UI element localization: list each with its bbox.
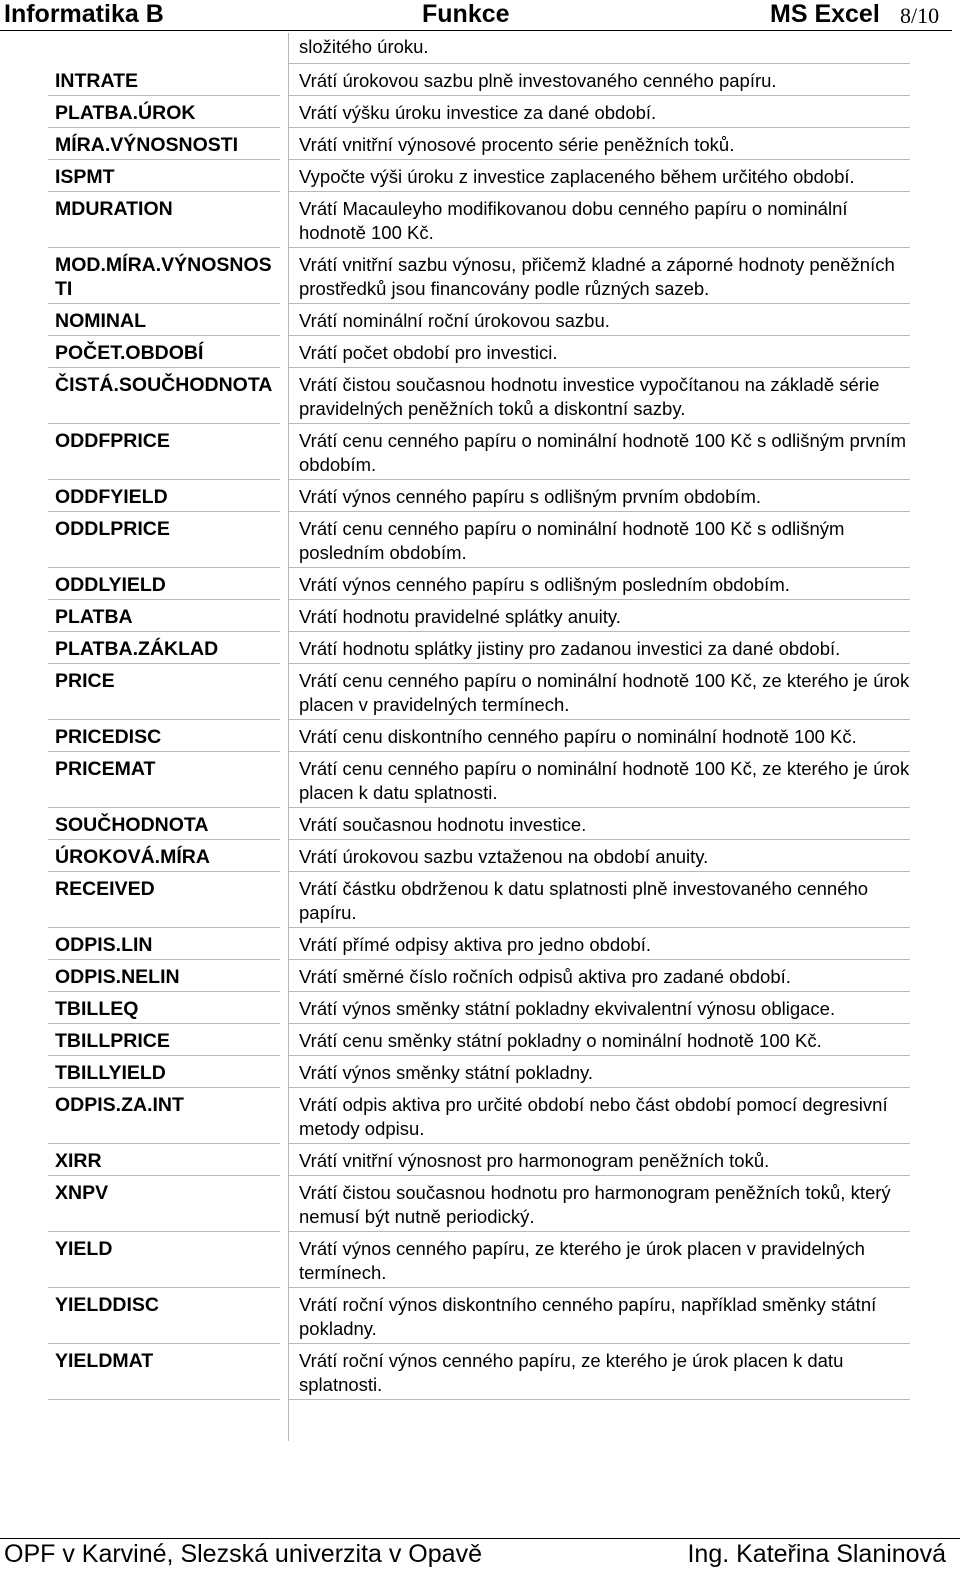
function-name: ODDLPRICE bbox=[48, 512, 280, 568]
function-name: ČISTÁ.SOUČHODNOTA bbox=[48, 368, 280, 424]
function-name: XNPV bbox=[48, 1176, 280, 1232]
function-description: Vrátí vnitřní sazbu výnosu, přičemž kladné a záporné hodnoty peněžních prostředků jsou financovány podle různých sazeb. bbox=[288, 248, 910, 304]
table-row bbox=[48, 1344, 912, 1400]
function-description: Vrátí výnos směnky státní pokladny. bbox=[288, 1056, 910, 1088]
functions-table bbox=[48, 33, 912, 1400]
table-row bbox=[48, 368, 912, 424]
table-row bbox=[48, 720, 912, 752]
table-row bbox=[48, 128, 912, 160]
page-number: 8/10 bbox=[900, 3, 940, 28]
function-name: TBILLYIELD bbox=[48, 1056, 280, 1088]
function-name: TBILLEQ bbox=[48, 992, 280, 1024]
table-row bbox=[48, 664, 912, 720]
course-title: Informatika B bbox=[4, 0, 164, 28]
table-row bbox=[48, 424, 912, 480]
topic-title: MS Excel bbox=[770, 0, 880, 28]
table-row bbox=[48, 336, 912, 368]
table-row bbox=[48, 568, 912, 600]
table-row bbox=[48, 1144, 912, 1176]
function-description: Vrátí cenu cenného papíru o nominální hodnotě 100 Kč s odlišným posledním obdobím. bbox=[288, 512, 910, 568]
table-row bbox=[48, 1024, 912, 1056]
function-description: Vrátí směrné číslo ročních odpisů aktiva pro zadané období. bbox=[288, 960, 910, 992]
function-description: Vrátí hodnotu splátky jistiny pro zadanou investici za dané období. bbox=[288, 632, 910, 664]
table-row bbox=[48, 304, 912, 336]
function-description: Vrátí cenu cenného papíru o nominální hodnotě 100 Kč, ze kterého je úrok placen v pravidelných termínech. bbox=[288, 664, 910, 720]
table-row bbox=[48, 192, 912, 248]
function-name: PRICEMAT bbox=[48, 752, 280, 808]
function-description: Vrátí částku obdrženou k datu splatnosti plně investovaného cenného papíru. bbox=[288, 872, 910, 928]
function-description: Vrátí výnos cenného papíru, ze kterého je úrok placen v pravidelných termínech. bbox=[288, 1232, 910, 1288]
table-row-continued bbox=[48, 33, 912, 64]
function-name: MOD.MÍRA.VÝNOSNOSTI bbox=[48, 248, 280, 304]
function-description: Vrátí roční výnos diskontního cenného papíru, například směnky státní pokladny. bbox=[288, 1288, 910, 1344]
section-title: Funkce bbox=[422, 0, 510, 28]
function-name: NOMINAL bbox=[48, 304, 280, 336]
function-description: Vrátí cenu diskontního cenného papíru o nominální hodnotě 100 Kč. bbox=[288, 720, 910, 752]
table-row bbox=[48, 96, 912, 128]
table-row bbox=[48, 1232, 912, 1288]
function-description: Vrátí čistou současnou hodnotu pro harmonogram peněžních toků, který nemusí být nutně periodický. bbox=[288, 1176, 910, 1232]
table-row bbox=[48, 960, 912, 992]
table-row bbox=[48, 64, 912, 96]
table-row bbox=[48, 840, 912, 872]
function-description: Vrátí roční výnos cenného papíru, ze kterého je úrok placen k datu splatnosti. bbox=[288, 1344, 910, 1400]
institution: OPF v Karviné, Slezská univerzita v Opavě bbox=[4, 1540, 482, 1568]
function-description: Vrátí počet období pro investici. bbox=[288, 336, 910, 368]
function-description: Vrátí výnos směnky státní pokladny ekvivalentní výnosu obligace. bbox=[288, 992, 910, 1024]
function-description: Vypočte výši úroku z investice zaplaceného během určitého období. bbox=[288, 160, 910, 192]
table-row bbox=[48, 872, 912, 928]
function-description: Vrátí vnitřní výnosnost pro harmonogram peněžních toků. bbox=[288, 1144, 910, 1176]
table-row bbox=[48, 1176, 912, 1232]
function-description: Vrátí výšku úroku investice za dané období. bbox=[288, 96, 910, 128]
function-name: ODDLYIELD bbox=[48, 568, 280, 600]
function-name: POČET.OBDOBÍ bbox=[48, 336, 280, 368]
function-name: TBILLPRICE bbox=[48, 1024, 280, 1056]
function-name: PLATBA bbox=[48, 600, 280, 632]
function-description: Vrátí odpis aktiva pro určité období nebo část období pomocí degresivní metody odpisu. bbox=[288, 1088, 910, 1144]
function-description: Vrátí čistou současnou hodnotu investice vypočítanou na základě série pravidelných peněžních toků a diskontní sazby. bbox=[288, 368, 910, 424]
function-name: RECEIVED bbox=[48, 872, 280, 928]
function-name: PLATBA.ZÁKLAD bbox=[48, 632, 280, 664]
function-description: Vrátí hodnotu pravidelné splátky anuity. bbox=[288, 600, 910, 632]
table-row bbox=[48, 992, 912, 1024]
table-row bbox=[48, 1056, 912, 1088]
function-name: SOUČHODNOTA bbox=[48, 808, 280, 840]
function-name: PRICEDISC bbox=[48, 720, 280, 752]
page-header bbox=[0, 0, 952, 31]
function-name: MDURATION bbox=[48, 192, 280, 248]
function-description: Vrátí cenu směnky státní pokladny o nominální hodnotě 100 Kč. bbox=[288, 1024, 910, 1056]
function-description: Vrátí úrokovou sazbu plně investovaného cenného papíru. bbox=[288, 64, 910, 96]
function-name: PLATBA.ÚROK bbox=[48, 96, 280, 128]
function-description: Vrátí přímé odpisy aktiva pro jedno období. bbox=[288, 928, 910, 960]
table-row bbox=[48, 512, 912, 568]
function-name: ODPIS.NELIN bbox=[48, 960, 280, 992]
table-row bbox=[48, 248, 912, 304]
function-name: ODDFYIELD bbox=[48, 480, 280, 512]
table-row bbox=[48, 160, 912, 192]
table-row bbox=[48, 928, 912, 960]
function-name: YIELDDISC bbox=[48, 1288, 280, 1344]
function-name: YIELD bbox=[48, 1232, 280, 1288]
function-description: Vrátí výnos cenného papíru s odlišným posledním obdobím. bbox=[288, 568, 910, 600]
function-description: Vrátí cenu cenného papíru o nominální hodnotě 100 Kč, ze kterého je úrok placen k datu splatnosti. bbox=[288, 752, 910, 808]
function-description: Vrátí výnos cenného papíru s odlišným prvním obdobím. bbox=[288, 480, 910, 512]
function-name: ODPIS.ZA.INT bbox=[48, 1088, 280, 1144]
function-description: Vrátí cenu cenného papíru o nominální hodnotě 100 Kč s odlišným prvním obdobím. bbox=[288, 424, 910, 480]
table-row bbox=[48, 480, 912, 512]
table-row bbox=[48, 752, 912, 808]
table-row bbox=[48, 1088, 912, 1144]
author: Ing. Kateřina Slaninová bbox=[687, 1540, 946, 1568]
function-name: ODDFPRICE bbox=[48, 424, 280, 480]
function-name: PRICE bbox=[48, 664, 280, 720]
function-name: YIELDMAT bbox=[48, 1344, 280, 1400]
function-description: Vrátí úrokovou sazbu vztaženou na období anuity. bbox=[288, 840, 910, 872]
function-name: ODPIS.LIN bbox=[48, 928, 280, 960]
function-name: MÍRA.VÝNOSNOSTI bbox=[48, 128, 280, 160]
function-description: Vrátí vnitřní výnosové procento série peněžních toků. bbox=[288, 128, 910, 160]
table-row bbox=[48, 808, 912, 840]
function-name: ISPMT bbox=[48, 160, 280, 192]
table-row bbox=[48, 632, 912, 664]
page-footer bbox=[0, 1538, 960, 1579]
function-description: Vrátí nominální roční úrokovou sazbu. bbox=[288, 304, 910, 336]
function-name: INTRATE bbox=[48, 64, 280, 96]
function-name: ÚROKOVÁ.MÍRA bbox=[48, 840, 280, 872]
function-description: Vrátí Macauleyho modifikovanou dobu cenného papíru o nominální hodnotě 100 Kč. bbox=[288, 192, 910, 248]
table-row bbox=[48, 1288, 912, 1344]
table-row bbox=[48, 600, 912, 632]
function-description: Vrátí současnou hodnotu investice. bbox=[288, 808, 910, 840]
function-name: XIRR bbox=[48, 1144, 280, 1176]
description-continued: složitého úroku. bbox=[288, 33, 910, 64]
